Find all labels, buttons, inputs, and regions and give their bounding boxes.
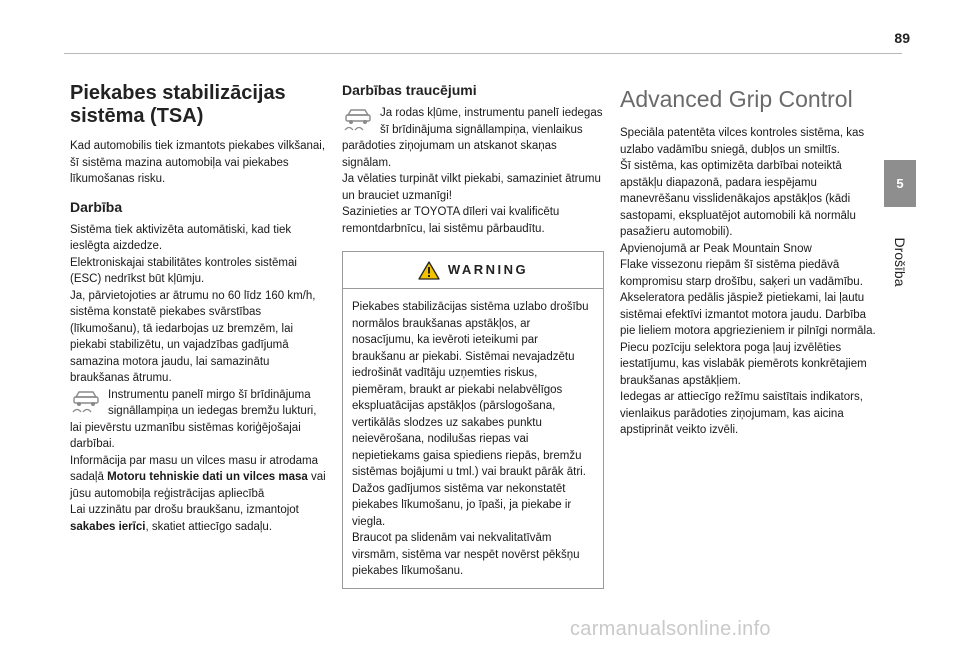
operation-p5 [70,453,328,503]
operation-p1: Sistēma tiek aktivizēta automātiski, kad tiek ieslēgta aizdedze. [70,223,292,252]
agc-p4: Flake vissezonu riepām šī sistēma piedāvā kompromisu starp drošību, saķeri un vadāmību. [620,259,863,288]
page-number: 89 [894,30,910,46]
car-skid-warning-icon [342,106,374,132]
operation-p6-c: , skatiet attiecīgo sadaļu. [145,520,273,533]
malfunction-p3: Sazinieties ar TOYOTA dīleri vai kvalificētu remontdarbnīcu, lai sistēmu pārbaudītu. [342,206,560,235]
chapter-title [876,217,924,307]
warning-box [342,251,604,589]
agc-p3: Apvienojumā ar Peak Mountain Snow [620,242,812,255]
operation-p5-c: vai jūsu automobiļa reģistrācijas apliecībā [70,471,326,500]
agc-p5: Akseleratora pedālis jāspiež pietiekami, lai ļautu sistēmai efektīvi izmantot motora jaudu. Darbība pie lieliem motora apgriezieniem ir pilnīgi normāla. [620,292,876,337]
operation-p5-a: Informācija par masu un vilces masu ir atrodama sadaļā [70,454,318,483]
tsa-title: Piekabes stabilizācijas sistēma (TSA) [70,82,286,127]
malfunction-p2: Ja vēlaties turpināt vilkt piekabi, samaziniet ātrumu un brauciet uzmanīgi! [342,173,601,202]
chapter-title-text: Drošība [892,237,908,287]
car-skid-warning-icon [70,388,102,414]
malfunction-heading: Darbības traucējumi [342,82,477,98]
malfunction-p1 [342,105,604,171]
operation-p3: Ja, pārvietojoties ar ātrumu no 60 līdz 160 km/h, sistēma konstatē piekabes svārstības (līkumošanu), tā iedarbojas uz bremzēm, lai piekabi stabilizētu, un vajadzības gadījumā samazina motora jaudu, lai samazinātu braukšanas ātrumu. [70,289,316,384]
agc-p6: Piecu pozīciju selektora poga ļauj izvēlēties iestatījumu, kas vislabāk piemērots konkrētajiem braukšanas apstākļiem. [620,341,867,387]
agc-p1: Speciāla patentēta vilces kontroles sistēma, kas uzlabo vadāmību sniegā, dubļos un smiltīs. [620,127,865,156]
operation-p4 [70,387,328,453]
column-advanced-grip [620,80,882,439]
operation-p6-ref: sakabes ierīci [70,520,146,533]
tsa-intro: Kad automobilis tiek izmantots piekabes vilkšanai, šī sistēma mazina automobiļa vai piekabes līkumošanas risku. [70,140,326,185]
warning-header [343,252,603,289]
warning-p1: Piekabes stabilizācijas sistēma uzlabo drošību normālos braukšanas apstākļos, ar nosacījumu, ka ievēroti ieteikumi par braukšanu ar piekabi. Sistēmai nevajadzētu iedrošināt vadītāju uzņemties riskus, piemēram, braukt ar piekabi nelabvēlīgos ekspluatācijas apstākļos (pārslogošana, vertikālās slodzes uz sakabes punktu neievērošana, nodilušas riepas vai nepietiekams gaisa spiediens riepās, bremžu sistēmas bojājumi u tml.) vai braukt pārāk ātri. [352,301,589,478]
agc-p2: Šī sistēma, kas optimizēta darbībai noteiktā apstākļu diapazonā, padara iespējamu manevrēšanu visslidenākajos apstākļos (kādi sastopami, ekspluatējot automobili kā normālu pasažieru automobili). [620,160,856,238]
warning-p2: Dažos gadījumos sistēma var nekonstatēt piekabes līkumošanu, jo īpaši, ja piekabe ir viegla. [352,482,572,528]
warning-triangle-icon [418,261,440,280]
operation-heading: Darbība [70,198,123,215]
column-malfunction [342,80,604,589]
advanced-grip-title: Advanced Grip Control [620,86,853,112]
malfunction-p1-text: Ja rodas kļūme, instrumentu panelī iedegas šī brīdinājuma signāllampiņa, vienlaikus parādoties ziņojumam un atskanot skaņas signālam. [342,107,603,169]
operation-p6 [70,502,328,535]
warning-p3: Braucot pa slidenām vai nekvalitatīvām virsmām, sistēma var nespēt novērst pēkšņu piekabes līkumošanu. [352,532,580,577]
column-tsa [70,80,328,535]
operation-p6-a: Lai uzzinātu par drošu braukšanu, izmantojot [70,504,299,516]
watermark: carmanualsonline.info [570,618,771,640]
agc-p7: Iedegas ar attiecīgo režīmu saistītais indikators, vienlaikus parādoties ziņojumam, kas aicina apstiprināt veikto izvēli. [620,391,863,436]
operation-p4-text: Instrumentu panelī mirgo šī brīdinājuma signāllampiņa un iedegas bremžu lukturi, lai pievērstu uzmanību sistēmas koriģējošajai darbībai. [70,388,317,450]
chapter-number-tab: 5 [884,160,916,207]
header-rule [64,53,902,54]
warning-title: WARNING [447,261,529,277]
operation-p5-ref: Motoru tehniskie dati un vilces masa [107,471,308,483]
operation-p2: Elektroniskajai stabilitātes kontroles sistēmai (ESC) nedrīkst būt kļūmju. [70,256,297,285]
